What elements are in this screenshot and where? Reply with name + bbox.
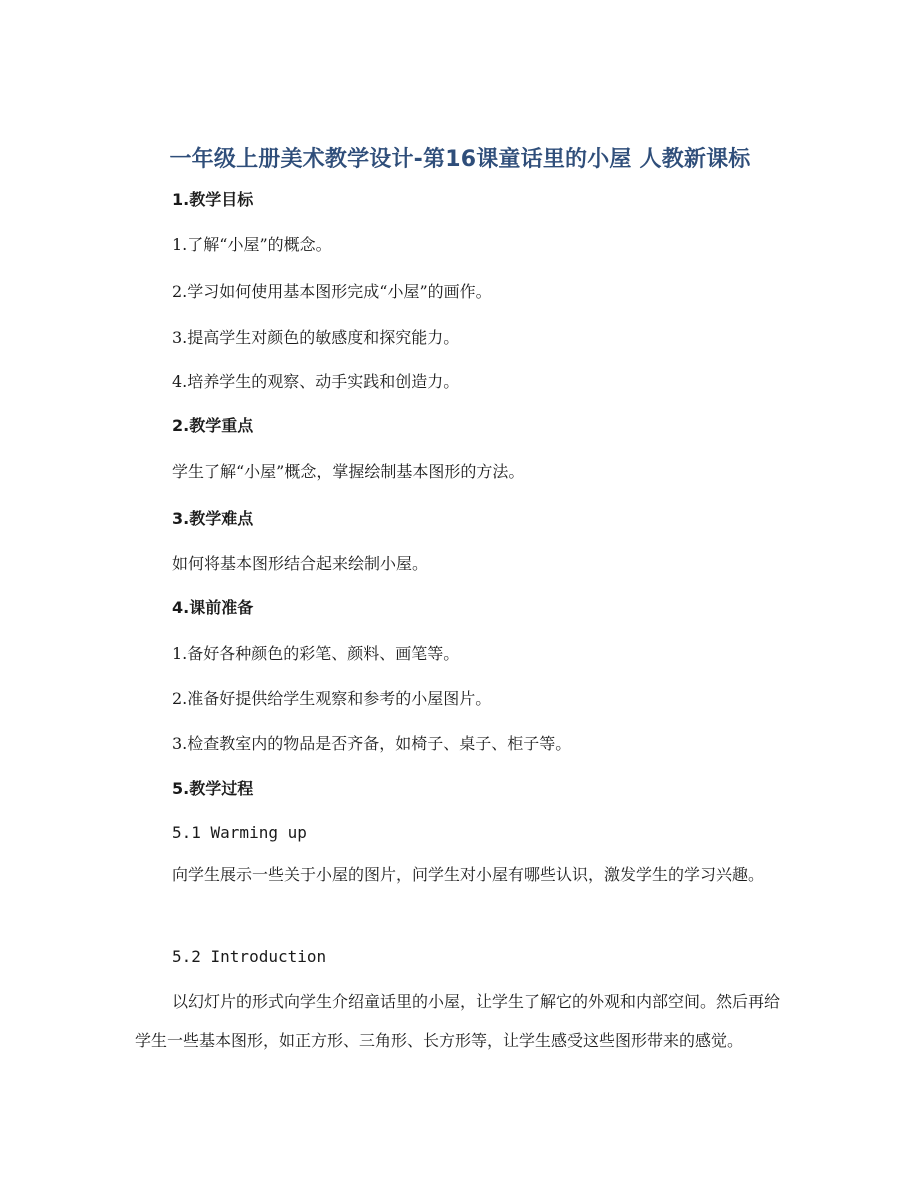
preparation-item: 2.准备好提供给学生观察和参考的小屋图片。 xyxy=(172,689,492,708)
objective-item: 1.了解“小屋”的概念。 xyxy=(172,235,332,254)
document-title: 一年级上册美术教学设计-第16课童话里的小屋 人教新课标 xyxy=(169,147,751,172)
key-point-text: 学生了解“小屋”概念，掌握绘制基本图形的方法。 xyxy=(172,462,525,481)
objective-item: 3.提高学生对颜色的敏感度和探究能力。 xyxy=(172,328,460,347)
difficulty-text: 如何将基本图形结合起来绘制小屋。 xyxy=(172,554,429,573)
preparation-item: 1.备好各种颜色的彩笔、颜料、画笔等。 xyxy=(172,644,460,663)
section-heading-key-points: 2.教学重点 xyxy=(172,416,254,435)
section-heading-preparation: 4.课前准备 xyxy=(172,598,254,617)
preparation-item: 3.检查教室内的物品是否齐备，如椅子、桌子、柜子等。 xyxy=(172,734,572,753)
subsection-heading-warming-up: 5.1 Warming up xyxy=(172,823,307,842)
objective-item: 2.学习如何使用基本图形完成“小屋”的画作。 xyxy=(172,282,492,301)
subsection-heading-introduction: 5.2 Introduction xyxy=(172,947,327,966)
objective-item: 4.培养学生的观察、动手实践和创造力。 xyxy=(172,372,460,391)
section-heading-objectives: 1.教学目标 xyxy=(172,190,254,209)
warming-up-paragraph: 向学生展示一些关于小屋的图片，问学生对小屋有哪些认识，激发学生的学习兴趣。 xyxy=(172,865,765,884)
section-heading-process: 5.教学过程 xyxy=(172,779,254,798)
introduction-paragraph: 以幻灯片的形式向学生介绍童话里的小屋，让学生了解它的外观和内部空间。然后再给学生一些基本图形，如正方形、三角形、长方形等，让学生感受这些图形带来的感觉。 xyxy=(135,992,781,1050)
section-heading-difficulties: 3.教学难点 xyxy=(172,509,254,528)
